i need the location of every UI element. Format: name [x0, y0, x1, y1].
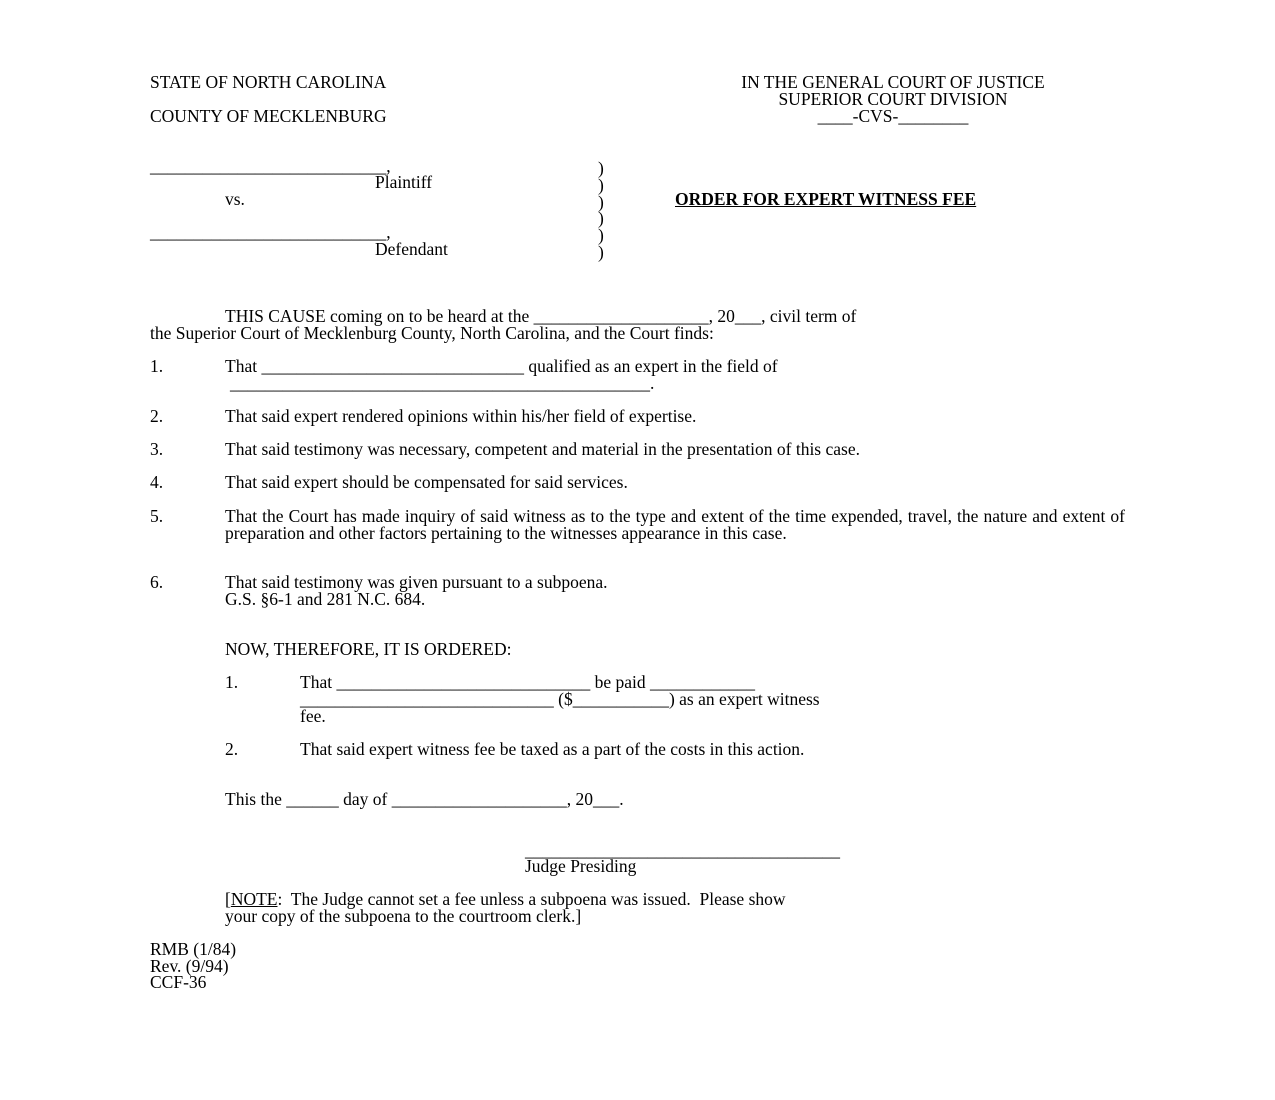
plaintiff-name-field[interactable]: ___________________________, — [150, 156, 391, 176]
finding-number: 4. — [150, 472, 164, 492]
document-title: ORDER FOR EXPERT WITNESS FEE — [675, 189, 977, 209]
order-1-line-3: fee. — [300, 706, 326, 726]
defendant-name-field[interactable]: ___________________________, — [150, 222, 391, 242]
caption-paren: ) — [598, 208, 604, 229]
note-text: : The Judge cannot set a fee unless a subpoena was issued. Please show — [277, 889, 786, 909]
note-line-2: your copy of the subpoena to the courtroom clerk.] — [225, 906, 582, 926]
order-2-text: That said expert witness fee be taxed as a part of the costs in this action. — [300, 739, 805, 759]
ordered-heading: NOW, THEREFORE, IT IS ORDERED: — [225, 639, 512, 659]
order-number: 1. — [225, 672, 239, 692]
caption-paren: ) — [598, 158, 604, 178]
case-number-field[interactable]: ____-CVS-________ — [817, 106, 969, 126]
finding-5-text: That the Court has made inquiry of said witness as to the type and extent of the time expended, travel, the nature and extent of preparation and other factors pertaining to the witnesses appearance in this case. — [225, 506, 1125, 543]
intro-line-2: the Superior Court of Mecklenburg County, North Carolina, and the Court finds: — [150, 323, 714, 343]
finding-1-line-1: That ______________________________ qualified as an expert in the field of — [225, 356, 778, 376]
finding-6-line-1: That said testimony was given pursuant to a subpoena. — [225, 572, 608, 592]
form-number: CCF-36 — [150, 972, 207, 992]
order-number: 2. — [225, 739, 239, 759]
versus-label: vs. — [225, 189, 245, 209]
defendant-label: Defendant — [375, 239, 448, 259]
finding-1-line-2: ________________________________________________. — [230, 373, 655, 393]
finding-3-text: That said testimony was necessary, competent and material in the presentation of this case. — [225, 439, 860, 459]
finding-6-citation: G.S. §6-1 and 281 N.C. 684. — [225, 589, 426, 609]
finding-number: 2. — [150, 406, 164, 426]
intro-line-1: THIS CAUSE coming on to be heard at the ____________________, 20___, civil term of — [225, 306, 857, 326]
caption-paren: ) — [598, 191, 604, 212]
caption-paren: ) — [598, 241, 604, 262]
note-label: NOTE — [230, 889, 278, 909]
signature-label: Judge Presiding — [525, 856, 637, 876]
note-bracket: [ — [225, 889, 231, 909]
form-code: RMB (1/84) — [150, 939, 237, 959]
caption-bracket — [598, 160, 612, 261]
order-1-line-2: _____________________________ ($___________) as an expert witness — [300, 689, 820, 709]
division-heading: SUPERIOR COURT DIVISION — [778, 89, 1008, 109]
county-heading: COUNTY OF MECKLENBURG — [150, 106, 387, 126]
finding-number: 1. — [150, 356, 164, 376]
finding-number: 6. — [150, 572, 164, 592]
order-1-line-1: That _____________________________ be paid ____________ — [300, 672, 755, 692]
plaintiff-label: Plaintiff — [375, 172, 433, 192]
form-revision: Rev. (9/94) — [150, 956, 229, 976]
state-heading: STATE OF NORTH CAROLINA — [150, 72, 387, 92]
finding-4-text: That said expert should be compensated for said services. — [225, 472, 628, 492]
caption-paren: ) — [598, 225, 604, 246]
finding-number: 5. — [150, 506, 164, 526]
finding-number: 3. — [150, 439, 164, 459]
court-heading: IN THE GENERAL COURT OF JUSTICE — [741, 72, 1045, 92]
signature-line[interactable]: ____________________________________ — [525, 840, 840, 860]
caption-paren: ) — [598, 174, 604, 195]
finding-2-text: That said expert rendered opinions within his/her field of expertise. — [225, 406, 697, 426]
date-line: This the ______ day of ____________________, 20___. — [225, 789, 624, 809]
